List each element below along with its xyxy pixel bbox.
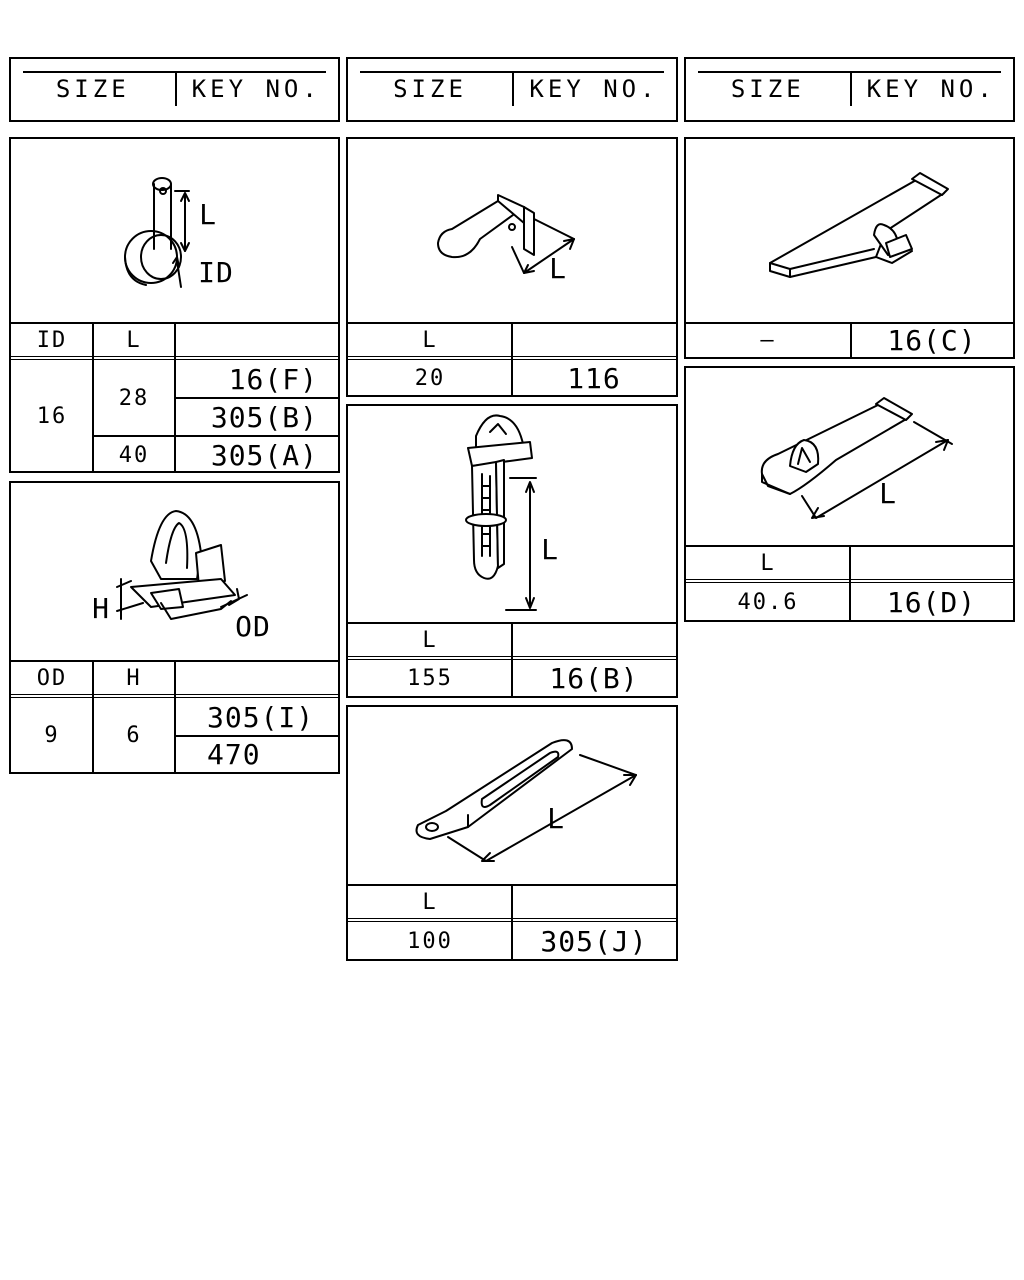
dim-label-l: L [549,251,567,285]
col-key [850,547,1013,580]
l-value-28: 28 [118,385,150,411]
panel-push-rivet [346,404,678,698]
slotted-strap-drawing [348,707,676,885]
col-od: OD [36,666,68,691]
push-rivet-drawing [348,406,676,624]
size-value-dash: — [760,328,776,353]
col-l: L [422,328,438,353]
dim-label-od: OD [235,609,271,643]
mounting-plate-drawing [686,139,1013,324]
key-305a: 305(A) [210,438,318,472]
od-value: 9 [44,723,60,748]
key-16d: 16(D) [886,585,977,619]
l-value: 20 [414,365,446,391]
l-value-40: 40 [118,442,150,468]
h-value: 6 [126,723,142,748]
header-box-2 [346,57,678,122]
key-no-header: KEY NO. [529,75,659,103]
l-value: 100 [407,928,453,954]
dim-label-h: H [92,591,110,625]
id-value: 16 [36,403,68,429]
push-clip-drawing [11,483,338,661]
panel-push-clip [9,481,340,774]
dim-label-id: ID [198,255,234,289]
size-header: SIZE [730,75,805,103]
key-no-header: KEY NO. [866,75,996,103]
key-16b: 16(B) [549,662,639,695]
col-h: H [126,666,142,691]
col-key [512,324,676,357]
key-no-header: KEY NO. [191,75,321,103]
size-header: SIZE [55,75,130,103]
col-l: L [126,328,142,353]
col-l: L [422,628,438,653]
panel-slotted-strap [346,705,678,961]
col-key [175,662,338,695]
bracket-clip-drawing [348,139,676,324]
col-key [512,886,676,919]
panel-mounting-plate [684,137,1015,359]
key-470: 470 [207,738,261,771]
size-header: SIZE [393,75,467,103]
key-16f: 16(F) [228,363,318,396]
header-box-3 [684,57,1015,122]
panel-bracket-clip [346,137,678,397]
pipe-clamp-drawing [11,139,338,324]
header-box-1 [9,57,340,122]
col-l: L [422,890,438,915]
base-clip-drawing [686,368,1013,546]
dim-label-l: L [541,532,559,566]
panel-pipe-clamp [9,137,340,473]
col-l: L [760,551,776,576]
panel-base-clip [684,366,1015,622]
col-id: ID [36,328,68,353]
key-116: 116 [567,361,621,395]
key-305b: 305(B) [210,400,318,434]
dim-label-l: L [879,476,897,510]
dim-label-l: L [199,197,217,231]
col-key [512,624,676,657]
col-key [175,324,338,357]
key-16c: 16(C) [887,324,977,357]
key-305j: 305(J) [540,924,648,958]
key-305i: 305(I) [207,700,315,734]
dim-label-l: L [547,801,565,835]
l-value: 155 [407,666,453,691]
l-value: 40.6 [737,589,799,615]
